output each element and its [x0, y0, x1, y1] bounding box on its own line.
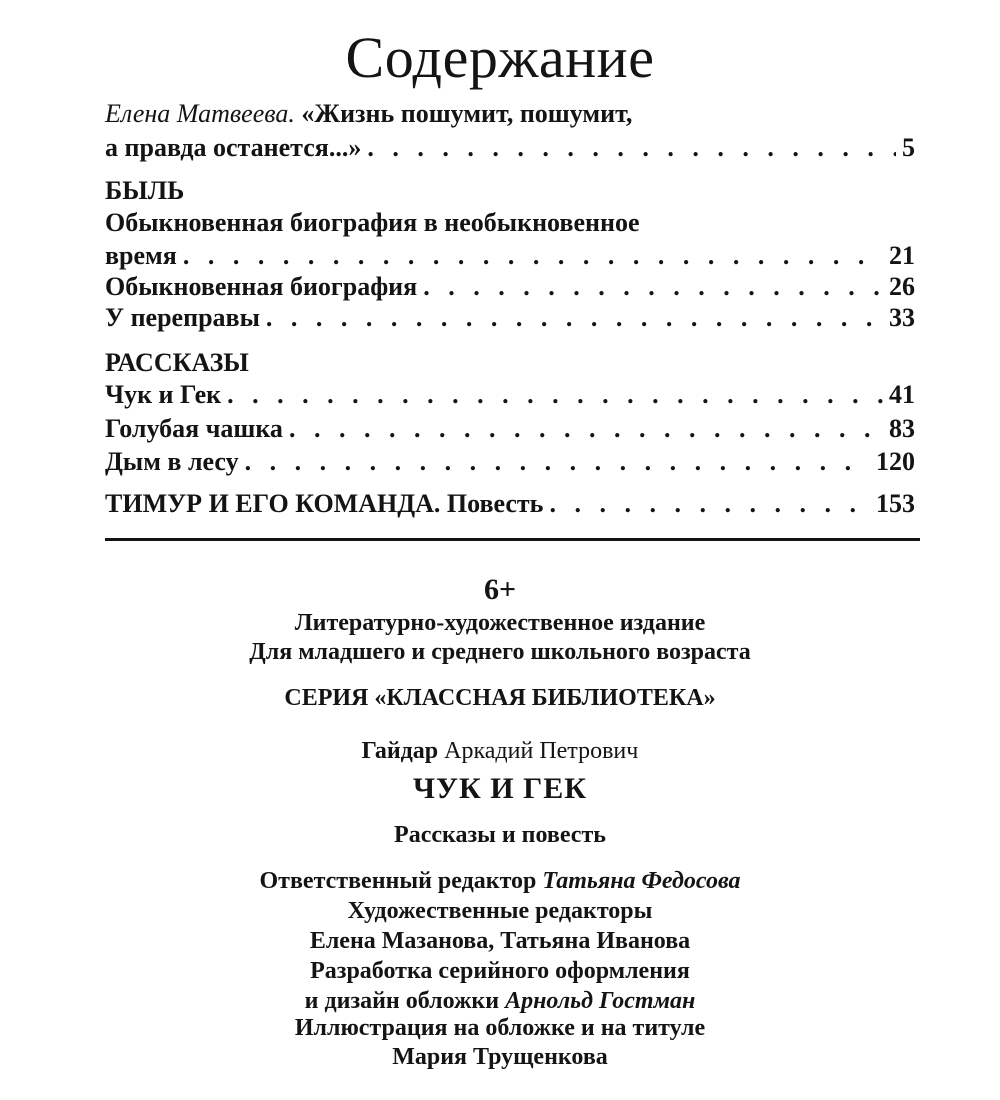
leader-dots [549, 487, 870, 521]
author-line [0, 736, 1000, 766]
toc-entry [105, 270, 915, 304]
credit-person: Мария Трущенкова [392, 1044, 608, 1070]
leader-dots [245, 445, 870, 479]
entry-title: У переправы [105, 303, 260, 332]
page-title: Содержание [345, 25, 655, 90]
page-number: 5 [902, 133, 915, 162]
credit-label: Разработка серийного оформления [310, 958, 690, 984]
age-rating: 6+ [483, 573, 517, 606]
toc-entry [105, 378, 915, 412]
leader-dots [423, 270, 883, 304]
leader-dots [266, 301, 883, 335]
audience: Для младшего и среднего школьного возраста [249, 639, 751, 665]
page-number: 21 [889, 241, 915, 270]
entry-title: время [105, 241, 177, 270]
credit-designer [0, 986, 1000, 1016]
entry-subtitle: Повесть [446, 489, 544, 518]
toc-entry [105, 239, 915, 273]
leader-dots [227, 378, 883, 412]
entry-title: Голубая чашка [105, 414, 283, 443]
entry-title: Дым в лесу [105, 447, 239, 476]
toc-entry [105, 445, 915, 479]
intro-author: Елена Матвеева. [105, 99, 295, 128]
leader-dots [183, 239, 883, 273]
credit-person: Татьяна Федосова [542, 868, 741, 894]
author-names: Аркадий Петрович [444, 738, 639, 764]
series-name: СЕРИЯ «КЛАССНАЯ БИБЛИОТЕКА» [284, 685, 716, 711]
entry-title: ТИМУР И ЕГО КОМАНДА. [105, 489, 441, 518]
credit-label: Ответственный редактор [259, 868, 537, 894]
entry-title: Чук и Гек [105, 380, 222, 409]
toc-intro-line1 [105, 97, 915, 131]
page-number: 41 [889, 380, 915, 409]
section-heading-byl: БЫЛЬ [105, 176, 185, 205]
book-subtitle: Рассказы и повесть [394, 822, 606, 848]
page-number: 120 [876, 447, 915, 476]
toc-entry-intro [105, 131, 915, 165]
credit-label: и дизайн обложки [304, 988, 500, 1014]
page-number: 33 [889, 303, 915, 332]
edition-type: Литературно-художественное издание [294, 610, 706, 636]
intro-title-line2: а правда останется...» [105, 133, 362, 162]
section-heading-rasskazy: РАССКАЗЫ [105, 348, 249, 377]
credit-responsible-editor [0, 866, 1000, 896]
leader-dots [367, 131, 896, 165]
leader-dots [289, 412, 883, 446]
book-title: ЧУК И ГЕК [413, 772, 587, 805]
divider-rule [105, 538, 920, 541]
credit-label: Иллюстрация на обложке и на титуле [294, 1015, 706, 1041]
intro-title-line1: «Жизнь пошумит, пошумит, [301, 99, 633, 128]
page-number: 153 [876, 489, 915, 518]
toc-entry-final [105, 487, 915, 521]
page-number: 26 [889, 272, 915, 301]
page-number: 83 [889, 414, 915, 443]
credit-person: Арнольд Гостман [505, 988, 696, 1014]
credit-person: Елена Мазанова, Татьяна Иванова [309, 928, 691, 954]
credit-label: Художественные редакторы [347, 898, 653, 924]
toc-entry [105, 301, 915, 335]
entry-title: Обыкновенная биография [105, 272, 418, 301]
author-surname: Гайдар [361, 738, 439, 764]
toc-entry-line1: Обыкновенная биография в необыкновенное [105, 208, 640, 237]
toc-entry [105, 412, 915, 446]
